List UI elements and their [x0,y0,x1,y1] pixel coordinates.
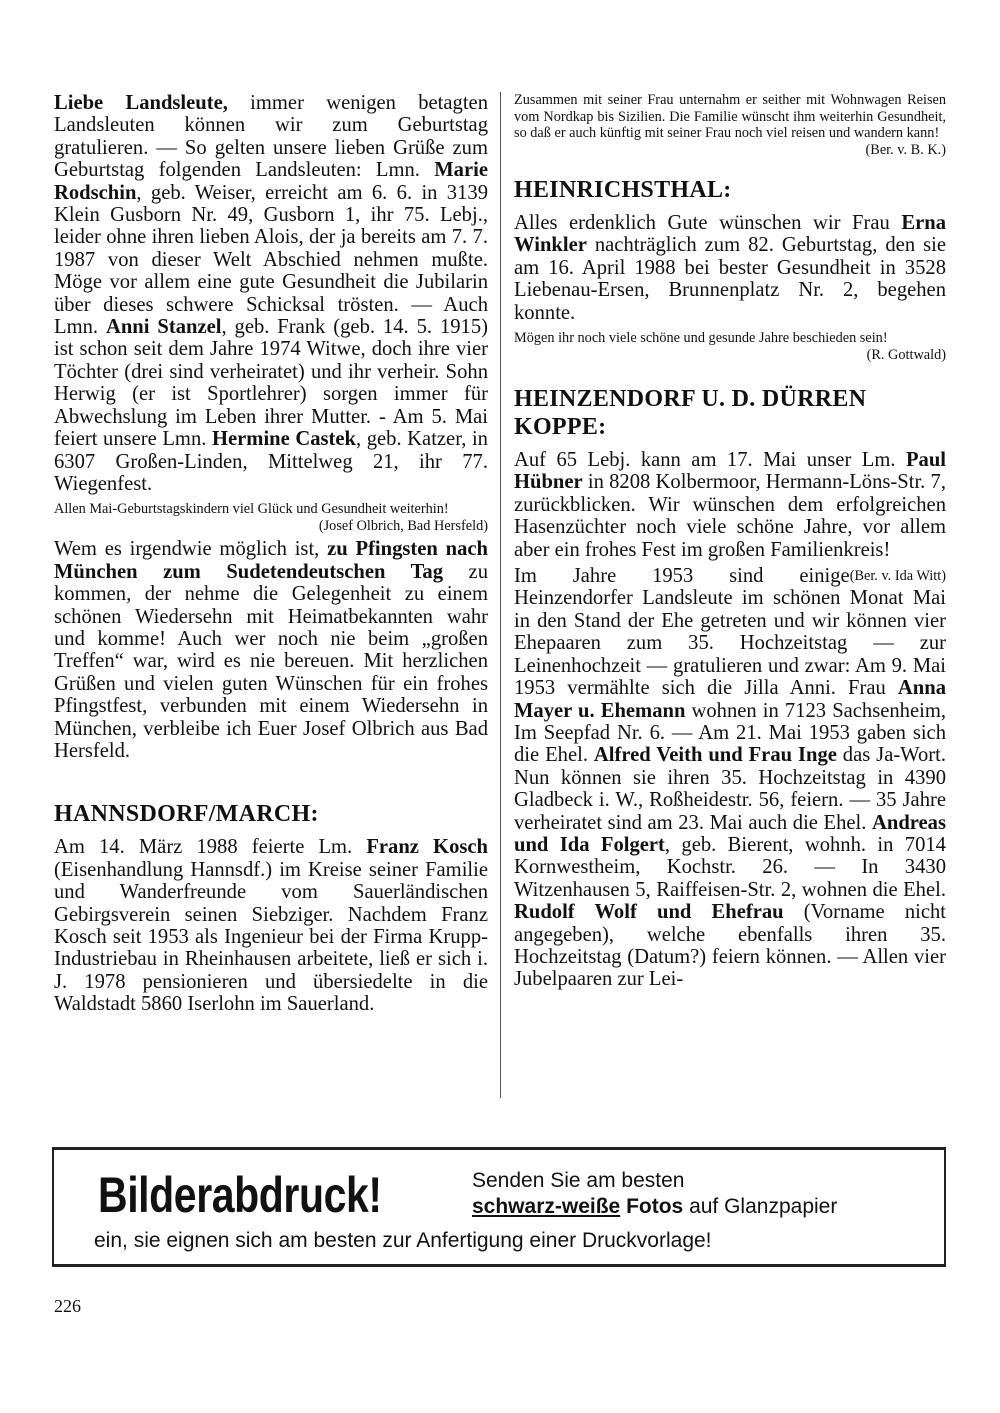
sudetendeutscher-tag: zu Pfingsten nach München zum Sudetendeutschen Tag [54,538,488,583]
name-paul-huebner: Paul Hübner [514,449,946,494]
heinzendorf-birthday: Auf 65 Lebj. kann am 17. Mai unser Lm. Paul Hübner in 8208 Kolbermoor, Hermann-Löns-Str. 7, zurückblicken. Wir wünschen dem erfolgreichen Hasenzüchter noch viele schöne Jahre, vor allem aber ein frohes Fest im großen Familienkreis! (Ber. v. Ida Witt) [514,449,946,561]
ad-title: Bilderabdruck! [98,1167,382,1223]
page-number: 226 [54,1296,81,1316]
signature: (R. Gottwald) [866,346,946,363]
name-marie-rodschin: Marie Rodschin [54,159,488,204]
birthday-article: Liebe Landsleute, immer wenigen betagten Landsleuten können wir zum Geburtstag gratulieren. — So gelten unsere lieben Grüße zum Geburtstag folgenden Landsleuten: Lmn. Marie Rodschin, geb. Weiser, erreicht am 6. 6. in 3139 Klein Gusborn Nr. 49, Gusborn 1, ihr 75. Lebj., leider ohne ihren lieben Alois, der ja bereits am 7. 7. 1987 von dieser Welt Abschied nehmen mußte. Möge vor allem eine gute Gesundheit die Jubilarin über dieses schwere Schicksal trösten. — Auch Lmn. Anni Stanzel, geb. Frank (geb. 14. 5. 1915) ist schon seit dem Jahre 1974 Witwe, doch ihre vier Töchter (drei sind verheiratet) und ihr verheir. Sohn Herwig (er ist Sportlehrer) sorgen immer für Abwechslung im Leben ihrer Mutter. - Am 5. Mai feiert unsere Lmn. Hermine Castek, geb. Katzer, in 6307 Großen-Linden, Mittelweg 21, ihr 77. Wiegenfest. [54,92,488,495]
name-franz-kosch: Franz Kosch [366,836,488,859]
signature: (Ber. v. B. K.) [865,141,946,158]
column-divider [500,92,501,1098]
name-anni-stanzel: Anni Stanzel [105,316,222,339]
signature: (Ber. v. Ida Witt) [849,568,946,585]
birthday-wish: Allen Mai-Geburtstagskindern viel Glück und Gesundheit weiterhin! (Josef Olbrich, Bad Hersfeld) [54,501,488,534]
greeting: Liebe Landsleute, [54,92,228,114]
ad-side-text: Senden Sie am besten schwarz-weiße Fotos auf Glanzpapier [472,1169,838,1218]
heinrichsthal-article: Alles erdenklich Gute wünschen wir Frau Erna Winkler nachträglich zum 82. Geburtstag, den sie am 16. April 1988 bei bester Gesundheit in 3528 Liebenau-Ersen, Brunnenplatz Nr. 2, begehen konnte. [514,212,946,324]
right-column [514,92,946,991]
heinrichsthal-wish: Mögen ihr noch viele schöne und gesunde Jahre beschieden sein! (R. Gottwald) [514,330,946,363]
pfingsten-article: Wem es irgendwie möglich ist, zu Pfingsten nach München zum Sudetendeutschen Tag zu kommen, der nehme die Gelegenheit zu einem schönen Wiedersehn mit Heimatbekannten wahr und komme! Auch wer noch nie beim „großen Treffen“ war, wird es nie bereuen. Mit herzlichen Grüßen und vielen guten Wünschen für ein frohes Pfingstfest, verbunden mit einem Wiedersehn in München, verbleibe ich Euer Josef Olbrich aus Bad Hersfeld. [54,538,488,762]
name-erna-winkler: Erna Winkler [514,212,946,257]
ad-bottom-text: ein, sie eignen sich am besten zur Anfertigung einer Druckvorlage! [94,1229,712,1252]
travel-note: Zusammen mit seiner Frau unternahm er seither mit Wohnwagen Reisen vom Nordkap bis Sizilien. Die Familie wünscht ihm weiterhin Gesundheit, so daß er auch künftig mit seiner Frau noch viel reisen und wandern kann! (Ber. v. B. K.) [514,92,946,158]
signature: (Josef Olbrich, Bad Hersfeld) [318,517,488,534]
hannsdorf-article: Am 14. März 1988 feierte Lm. Franz Kosch (Eisenhandlung Hannsdf.) im Kreise seiner Familie und Wanderfreunde vom Sauerländischen Gebirgsverein seinen Siebziger. Nachdem Franz Kosch seit 1953 als Ingenieur bei der Firma Krupp-Industriebau in Rheinhausen arbeitete, ließ er sich i. J. 1978 pensionieren und übersiedelte in die Waldstadt 5860 Iserlohn im Sauerland. [54,836,488,1016]
photo-print-ad [52,1147,946,1267]
heinzendorf-wedding: Im Jahre 1953 sind einige Heinzendorfer Landsleute im schönen Monat Mai in den Stand der Ehe getreten und wir können vier Ehepaaren zum 35. Hochzeitstag — zur Leinenhochzeit — gratulieren und zwar: Am 9. Mai 1953 vermählte sich die Jilla Anni. Frau Anna Mayer u. Ehemann wohnen in 7123 Sachsenheim, Im Seepfad Nr. 6. — Am 21. Mai 1953 gaben sich die Ehel. Alfred Veith und Frau Inge das Ja-Wort. Nun können sie ihren 35. Hochzeitstag in 4390 Gladbeck i. W., Roßheidestr. 56, feiern. — 35 Jahre verheiratet sind am 23. Mai auch die Ehel. Andreas und Ida Folgert, geb. Bierent, wohnh. in 7014 Kornwestheim, Kochstr. 26. — In 3430 Witzenhausen 5, Raiffeisen-Str. 2, wohnen die Ehel. Rudolf Wolf und Ehefrau (Vorname nicht angegeben), welche ebenfalls ihren 35. Hochzeitstag (Datum?) feiern können. — Allen vier Jubelpaaren zur Lei- [514,565,947,991]
heading-heinrichsthal: HEINRICHSTHAL: [514,177,732,203]
left-column [54,92,488,1016]
heading-heinzendorf: HEINZENDORF U. D. DÜRREN KOPPE: [514,386,867,441]
heading-hannsdorf: HANNSDORF/MARCH: [54,801,319,828]
name-hermine-castek: Hermine Castek [211,428,356,451]
